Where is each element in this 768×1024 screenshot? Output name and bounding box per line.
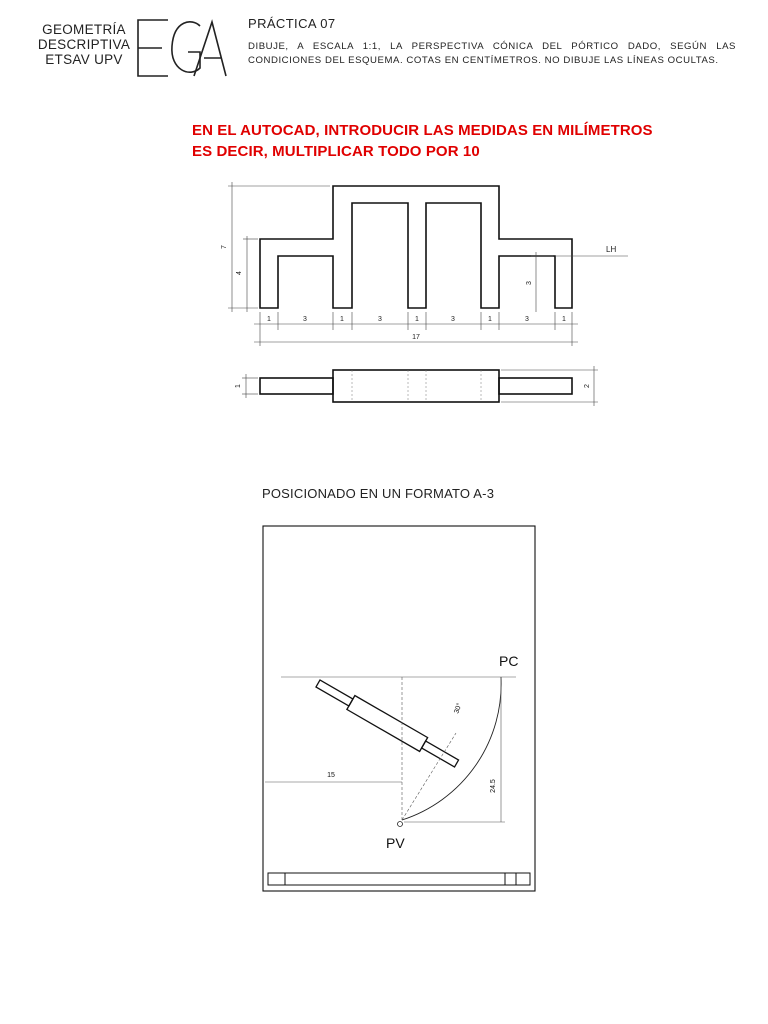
- distance-15-label: 15: [327, 772, 335, 779]
- plan-center-block: [333, 370, 499, 402]
- dim-seg-8: 3: [525, 316, 529, 323]
- plan-dim-2: 2: [584, 384, 591, 388]
- dim-height-4: 4: [236, 271, 243, 275]
- dim-seg-5: 1: [415, 316, 419, 323]
- portico-outline: [260, 186, 572, 308]
- plan-right-bar: [499, 378, 572, 394]
- dim-seg-6: 3: [451, 316, 455, 323]
- school-line-3: ETSAV UPV: [45, 52, 123, 67]
- plan-hidden-lines: [352, 370, 481, 402]
- note-line-1: EN EL AUTOCAD, INTRODUCIR LAS MEDIDAS EN MILÍMETROS: [192, 122, 653, 139]
- note-line-2: ES DECIR, MULTIPLICAR TODO POR 10: [192, 143, 480, 160]
- practice-instructions: DIBUJE, A ESCALA 1:1, LA PERSPECTIVA CÓNICA DEL PÓRTICO DADO, SEGÚN LAS CONDICIONES DEL ESQUEMA. COTAS EN CENTÍMETROS. NO DIBUJE LAS LÍNEAS OCULTAS.: [248, 41, 736, 66]
- dim-seg-2: 3: [303, 316, 307, 323]
- plan-dim-1: 1: [235, 384, 242, 388]
- dim-seg-4: 3: [378, 316, 382, 323]
- dim-total-17: 17: [412, 334, 420, 341]
- dim-right-3: 3: [526, 281, 533, 285]
- a3-construction-lines: [265, 677, 516, 822]
- school-line-1: GEOMETRÍA: [42, 22, 126, 37]
- dim-height-7: 7: [221, 245, 228, 249]
- distance-245-label: 24.5: [490, 779, 497, 793]
- rotated-portico: [314, 677, 464, 771]
- pv-label: PV: [386, 835, 405, 851]
- pv-point: [398, 822, 403, 827]
- dim-seg-7: 1: [488, 316, 492, 323]
- dim-seg-9: 1: [562, 316, 566, 323]
- plan-dimensions: [242, 366, 598, 406]
- pc-label: PC: [499, 653, 519, 669]
- elevation-dimensions: [228, 182, 628, 346]
- dim-seg-3: 1: [340, 316, 344, 323]
- practice-title: PRÁCTICA 07: [248, 16, 336, 31]
- school-line-2: DESCRIPTIVA: [37, 37, 131, 52]
- plan-left-bar: [260, 378, 333, 394]
- horizon-label: LH: [606, 245, 617, 254]
- bottom-strip: [268, 873, 530, 885]
- angle-label: 30°: [453, 702, 464, 715]
- elevation-view: [260, 186, 572, 308]
- dim-seg-1: 1: [267, 316, 271, 323]
- positioning-subtitle: POSICIONADO EN UN FORMATO A-3: [262, 486, 495, 501]
- plan-view: [260, 370, 572, 402]
- elevation-dim-labels: [221, 245, 566, 341]
